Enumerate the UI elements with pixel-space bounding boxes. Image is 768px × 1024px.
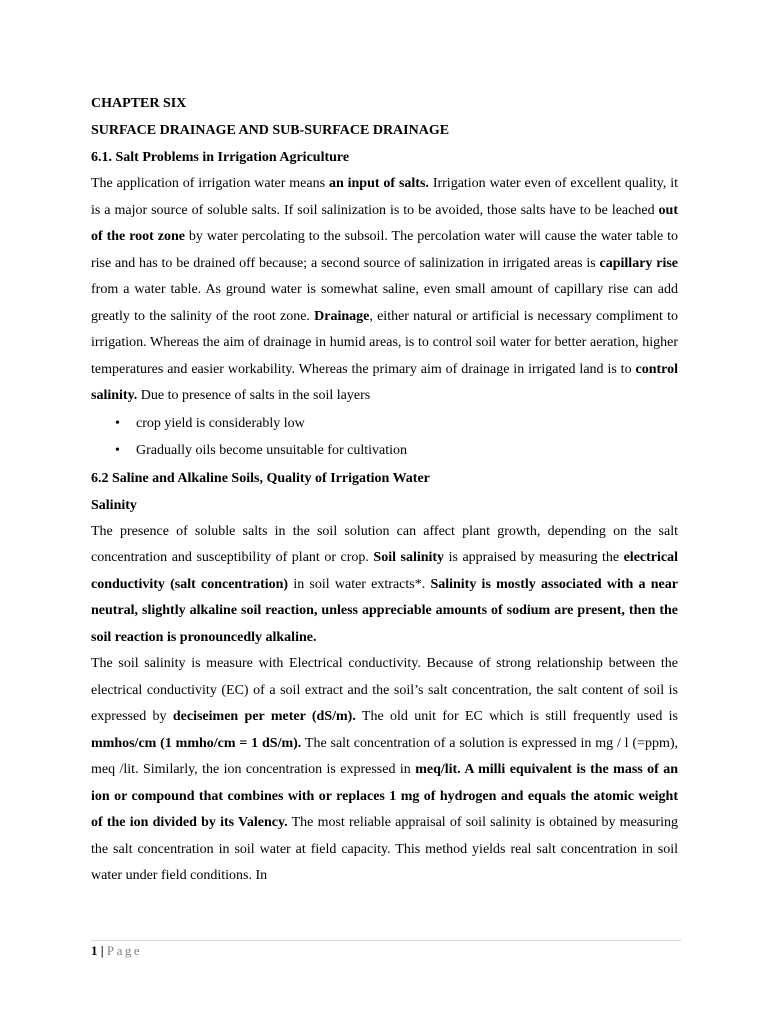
list-item: • Gradually oils become unsuitable for cultivation xyxy=(91,437,678,465)
salinity-subheading: Salinity xyxy=(91,497,137,513)
bullet-icon: • xyxy=(115,415,120,431)
salinity-paragraph-1: The presence of soluble salts in the soil solution can affect plant growth, depending on the salt concentration and susceptibility of plant or crop. Soil salinity is appraised by measuring the electrical conductivity (salt concentration) in soil water extracts*. Salinity is mostly associated with a near neutral, slightly alkaline soil reaction, unless appreciable amounts of sodium are present, then the soil reaction is pronouncedly alkaline. xyxy=(91,523,678,645)
footer-divider xyxy=(91,940,681,941)
section-6-1-heading: 6.1. Salt Problems in Irrigation Agriculture xyxy=(91,150,350,165)
section-6-1-paragraph: The application of irrigation water means an input of salts. Irrigation water even of excellent quality, it is a major source of soluble salts. If soil salinization is to be avoided, those salts have to be leached out of the root zone by water percolating to the subsoil. The percolation water will cause the water table to rise and has to be drained off because; a second source of salinization in irrigated areas is capillary rise from a water table. As ground water is somewhat saline, even small amount of capillary rise can add greatly to the salinity of the root zone. Drainage, either natural or artificial is necessary compliment to irrigation. Whereas the aim of drainage in humid areas, is to control soil water for better aeration, higher temperatures and easier workability. Whereas the primary aim of drainage in irrigated land is to control salinity. Due to presence of salts in the soil layers xyxy=(91,176,678,403)
salinity-paragraph-2: The soil salinity is measure with Electrical conductivity. Because of strong relationship between the electrical conductivity (EC) of a soil extract and the soil’s salt concentration, the salt content of soil is expressed by deciseimen per meter (dS/m). The old unit for EC which is still frequently used is mmhos/cm (1 mmho/cm = 1 dS/m). The salt concentration of a solution is expressed in mg / l (=ppm), meq /lit. Similarly, the ion concentration is expressed in meq/lit. A milli equivalent is the mass of an ion or compound that combines with or replaces 1 mg of hydrogen and equals the atomic weight of the ion divided by its Valency. The most reliable appraisal of soil salinity is obtained by measuring the salt concentration in soil water at field capacity. This method yields real salt concentration in soil water under field conditions. In xyxy=(91,656,678,883)
section-6-2-heading: 6.2 Saline and Alkaline Soils, Quality of Irrigation Water xyxy=(91,470,430,486)
list-item: • crop yield is considerably low xyxy=(91,410,678,438)
page-number: 1 xyxy=(91,943,98,958)
page-content xyxy=(91,90,678,890)
page-label: Page xyxy=(106,943,143,958)
bullet-icon: • xyxy=(115,443,120,458)
main-title: SURFACE DRAINAGE AND SUB-SURFACE DRAINAGE xyxy=(91,123,450,138)
page-footer xyxy=(91,941,142,961)
chapter-title: CHAPTER SIX xyxy=(91,96,187,111)
footer-separator: | xyxy=(97,943,107,958)
salt-effects-list xyxy=(91,410,678,465)
